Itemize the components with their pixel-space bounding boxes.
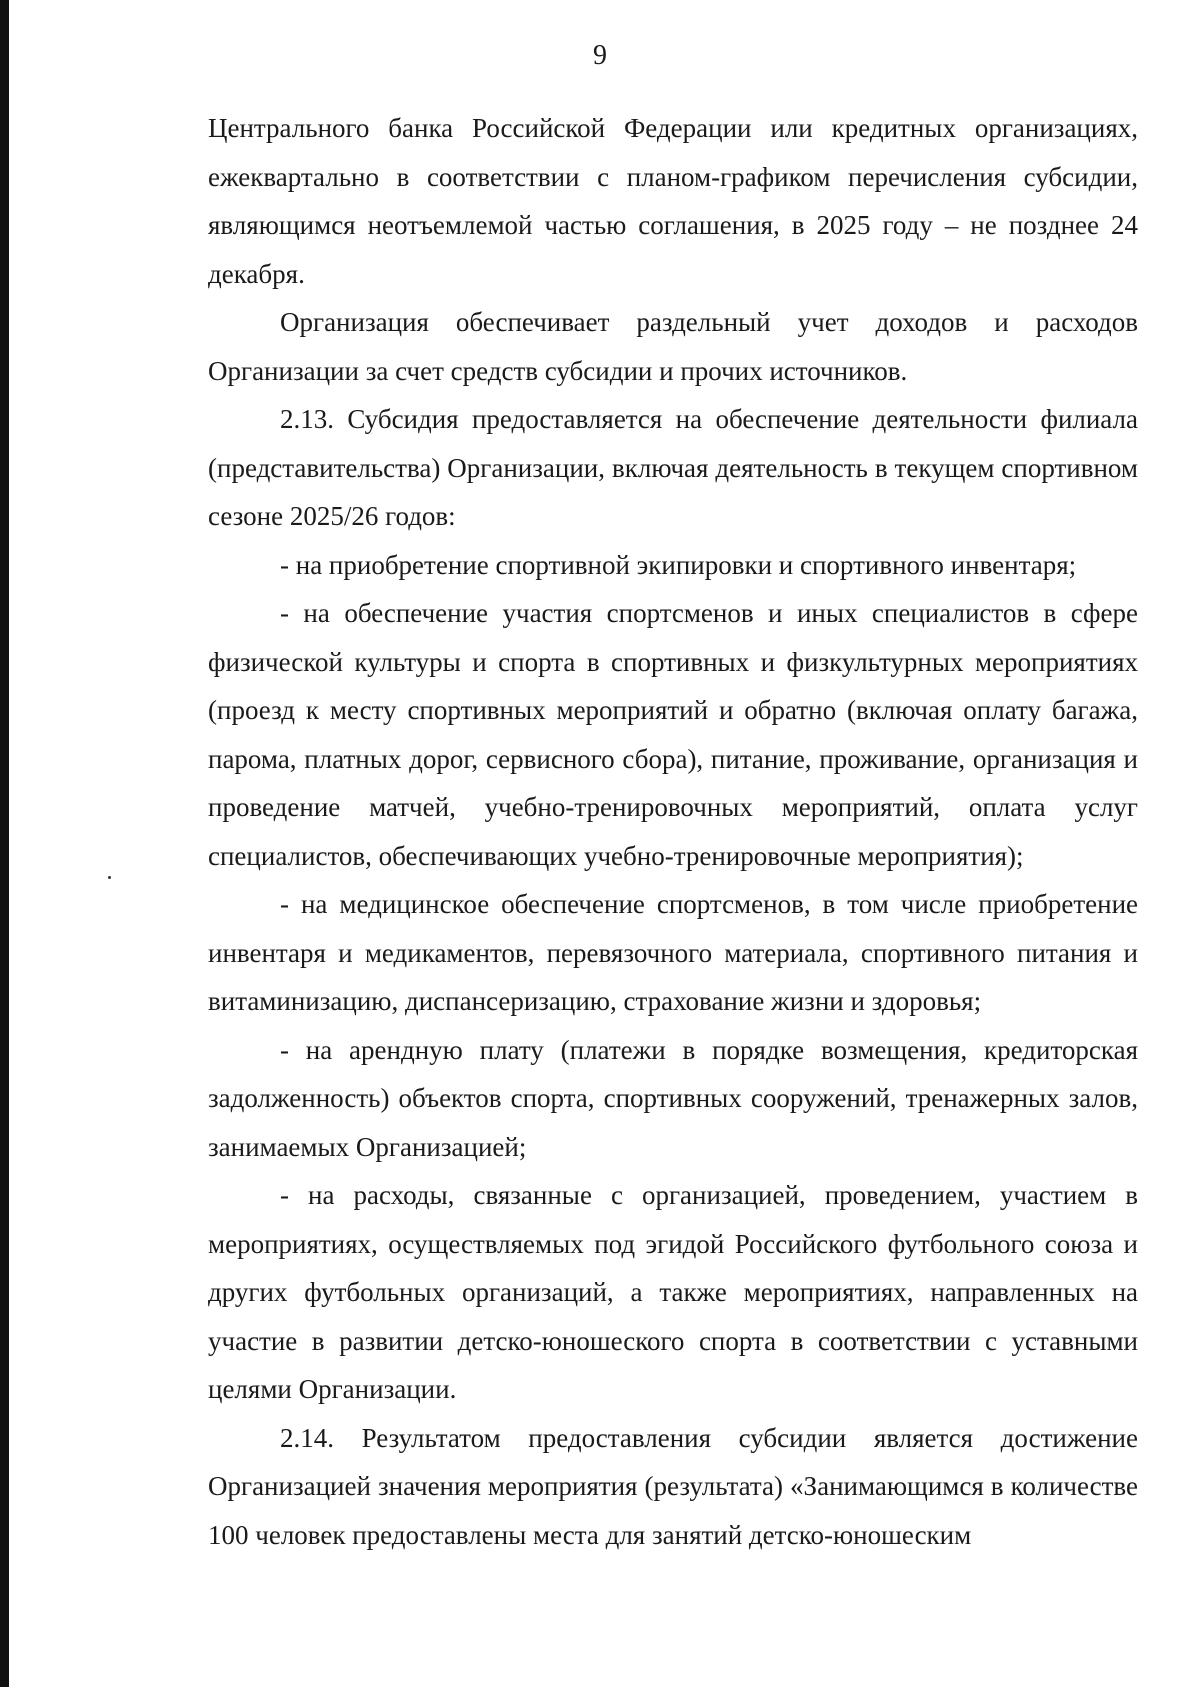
page-number: 9 — [593, 40, 607, 71]
paragraph-continuation: Центрального банка Российской Федерации или кредитных организациях, ежеквартально в соответствии с планом-графиком перечисления субсидии, являющимся неотъемлемой частью соглашения, в 2025 году – не позднее 24 декабря. — [208, 113, 1138, 289]
scan-edge — [0, 0, 9, 1687]
list-item-rent: - на арендную плату (платежи в порядке возмещения, кредиторская задолженность) объектов спорта, спортивных сооружений, тренажерных залов, занимаемых Организацией; — [208, 1034, 1138, 1162]
paragraph-2-14: 2.14. Результатом предоставления субсидии является достижение Организацией значения мероприятия (результата) «Занимающимся в количестве 100 человек предоставлены места для занятий детско-юношеским — [208, 1422, 1138, 1550]
scan-speck — [108, 876, 111, 879]
paragraph-separate-accounting: Организация обеспечивает раздельный учет доходов и расходов Организации за счет средств субсидии и прочих источников. — [208, 307, 1138, 386]
paragraph-2-13: 2.13. Субсидия предоставляется на обеспечение деятельности филиала (представительства) Организации, включая деятельность в текущем спортивном сезоне 2025/26 годов: — [208, 404, 1138, 531]
list-item-medical: - на медицинское обеспечение спортсменов, в том числе приобретение инвентаря и медикаментов, перевязочного материала, спортивного питания и витаминизацию, диспансеризацию, страхование жизни и здоровья; — [208, 889, 1138, 1016]
document-body — [208, 104, 1138, 1559]
list-item-events: - на расходы, связанные с организацией, проведением, участием в мероприятиях, осуществляемых под эгидой Российского футбольного союза и других футбольных организаций, а также мероприятиях, направленных на участие в развитии детско-юношеского спорта в соответствии с уставными целями Организации. — [208, 1180, 1138, 1404]
list-item-participation: - на обеспечение участия спортсменов и иных специалистов в сфере физической культуры и спорта в спортивных и физкультурных мероприятиях (проезд к месту спортивных мероприятий и обратно (включая оплату багажа, парома, платных дорог, сервисного сбора), питание, проживание, организация и проведение матчей, учебно-тренировочных мероприятий, оплата услуг специалистов, обеспечивающих учебно-тренировочные мероприятия); — [208, 598, 1138, 871]
list-item-equipment: - на приобретение спортивной экипировки и спортивного инвентаря; — [280, 549, 1077, 580]
